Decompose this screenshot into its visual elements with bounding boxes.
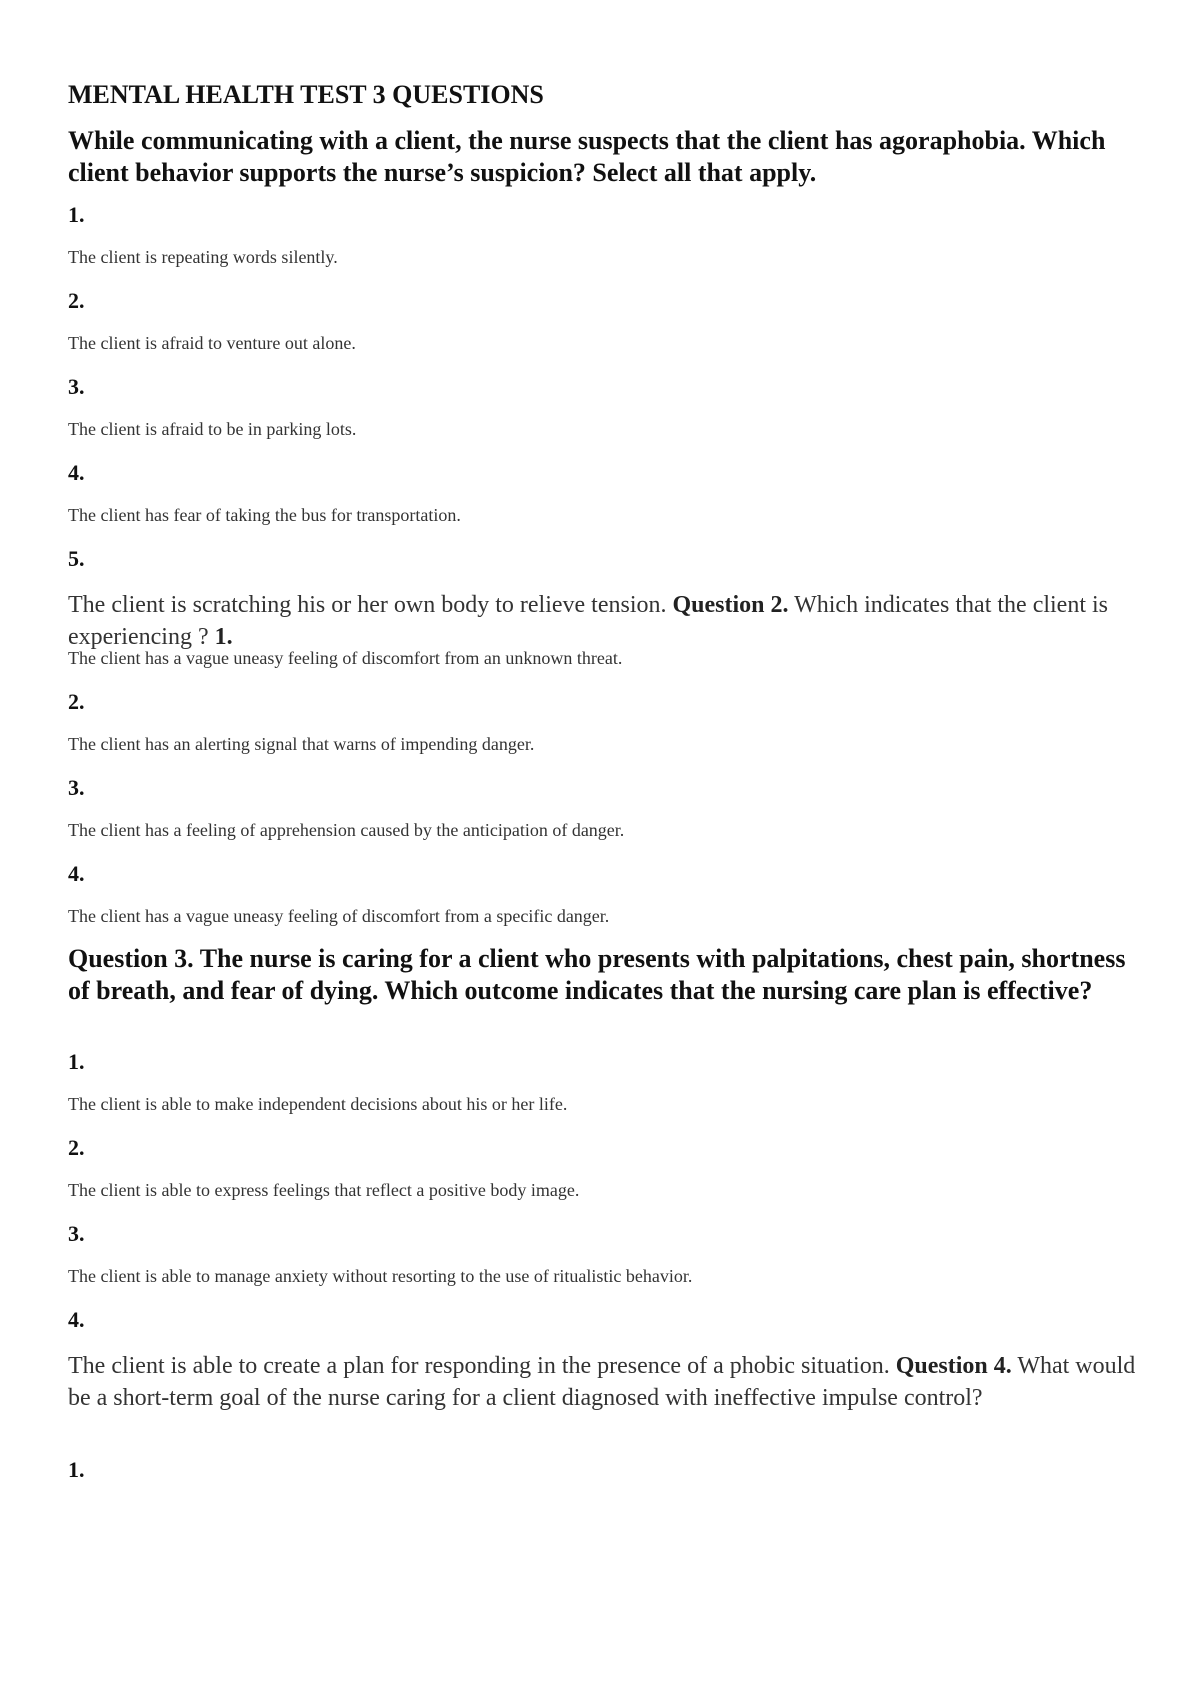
q1-option-4-text: The client has fear of taking the bus for transportation. — [68, 505, 461, 525]
q1-option-1-number: 1. — [68, 202, 85, 227]
q1-option-5-text: The client is scratching his or her own body to relieve tension. — [68, 592, 667, 618]
q4-option-1-number: 1. — [68, 1457, 85, 1482]
question-2-stem: Which indicates that the client is experiencing ? — [68, 592, 1109, 650]
q1-option-2-number: 2. — [68, 288, 85, 313]
question-1-stem: While communicating with a client, the nurse suspects that the client has agoraphobia. Which client behavior supports the nurse’s suspicion? Select all that apply. — [68, 126, 1106, 187]
q2-option-4-number: 4. — [68, 861, 85, 886]
q1-option-5-and-question-2 — [68, 589, 1138, 653]
q3-option-4-text: The client is able to create a plan for responding in the presence of a phobic situation. — [68, 1353, 890, 1379]
q1-option-4-number: 4. — [68, 460, 85, 485]
q2-option-1-text: The client has a vague uneasy feeling of discomfort from an unknown threat. — [68, 648, 623, 668]
q3-option-2-number: 2. — [68, 1135, 85, 1160]
q2-option-2-number: 2. — [68, 689, 85, 714]
q1-option-1-text: The client is repeating words silently. — [68, 247, 338, 267]
q2-option-2-text: The client has an alerting signal that warns of impending danger. — [68, 734, 535, 754]
q3-option-4-number: 4. — [68, 1307, 85, 1332]
q3-option-3-text: The client is able to manage anxiety without resorting to the use of ritualistic behavior. — [68, 1266, 693, 1286]
question-3-stem: Question 3. The nurse is caring for a client who presents with palpitations, chest pain, shortness of breath, and fear of dying. Which outcome indicates that the nursing care plan is effective? — [68, 944, 1126, 1005]
q1-option-3-number: 3. — [68, 374, 85, 399]
q1-option-2-text: The client is afraid to venture out alone. — [68, 333, 356, 353]
q3-option-4-and-question-4 — [68, 1350, 1138, 1414]
question-2-label: Question 2. — [672, 592, 789, 618]
q3-option-1-text: The client is able to make independent decisions about his or her life. — [68, 1094, 568, 1114]
q3-option-1-number: 1. — [68, 1049, 85, 1074]
q1-option-3-text: The client is afraid to be in parking lots. — [68, 419, 357, 439]
q2-option-4-text: The client has a vague uneasy feeling of discomfort from a specific danger. — [68, 906, 610, 926]
question-4-stem: What would be a short-term goal of the nurse caring for a client diagnosed with ineffective impulse control? — [68, 1353, 1136, 1411]
question-4-label: Question 4. — [895, 1353, 1012, 1379]
document-title: MENTAL HEALTH TEST 3 QUESTIONS — [68, 80, 544, 109]
q2-option-3-text: The client has a feeling of apprehension caused by the anticipation of danger. — [68, 820, 625, 840]
q2-option-3-number: 3. — [68, 775, 85, 800]
q2-option-1-number: 1. — [214, 624, 233, 650]
q3-option-2-text: The client is able to express feelings that reflect a positive body image. — [68, 1180, 580, 1200]
q3-option-3-number: 3. — [68, 1221, 85, 1246]
q1-option-5-number: 5. — [68, 546, 85, 571]
